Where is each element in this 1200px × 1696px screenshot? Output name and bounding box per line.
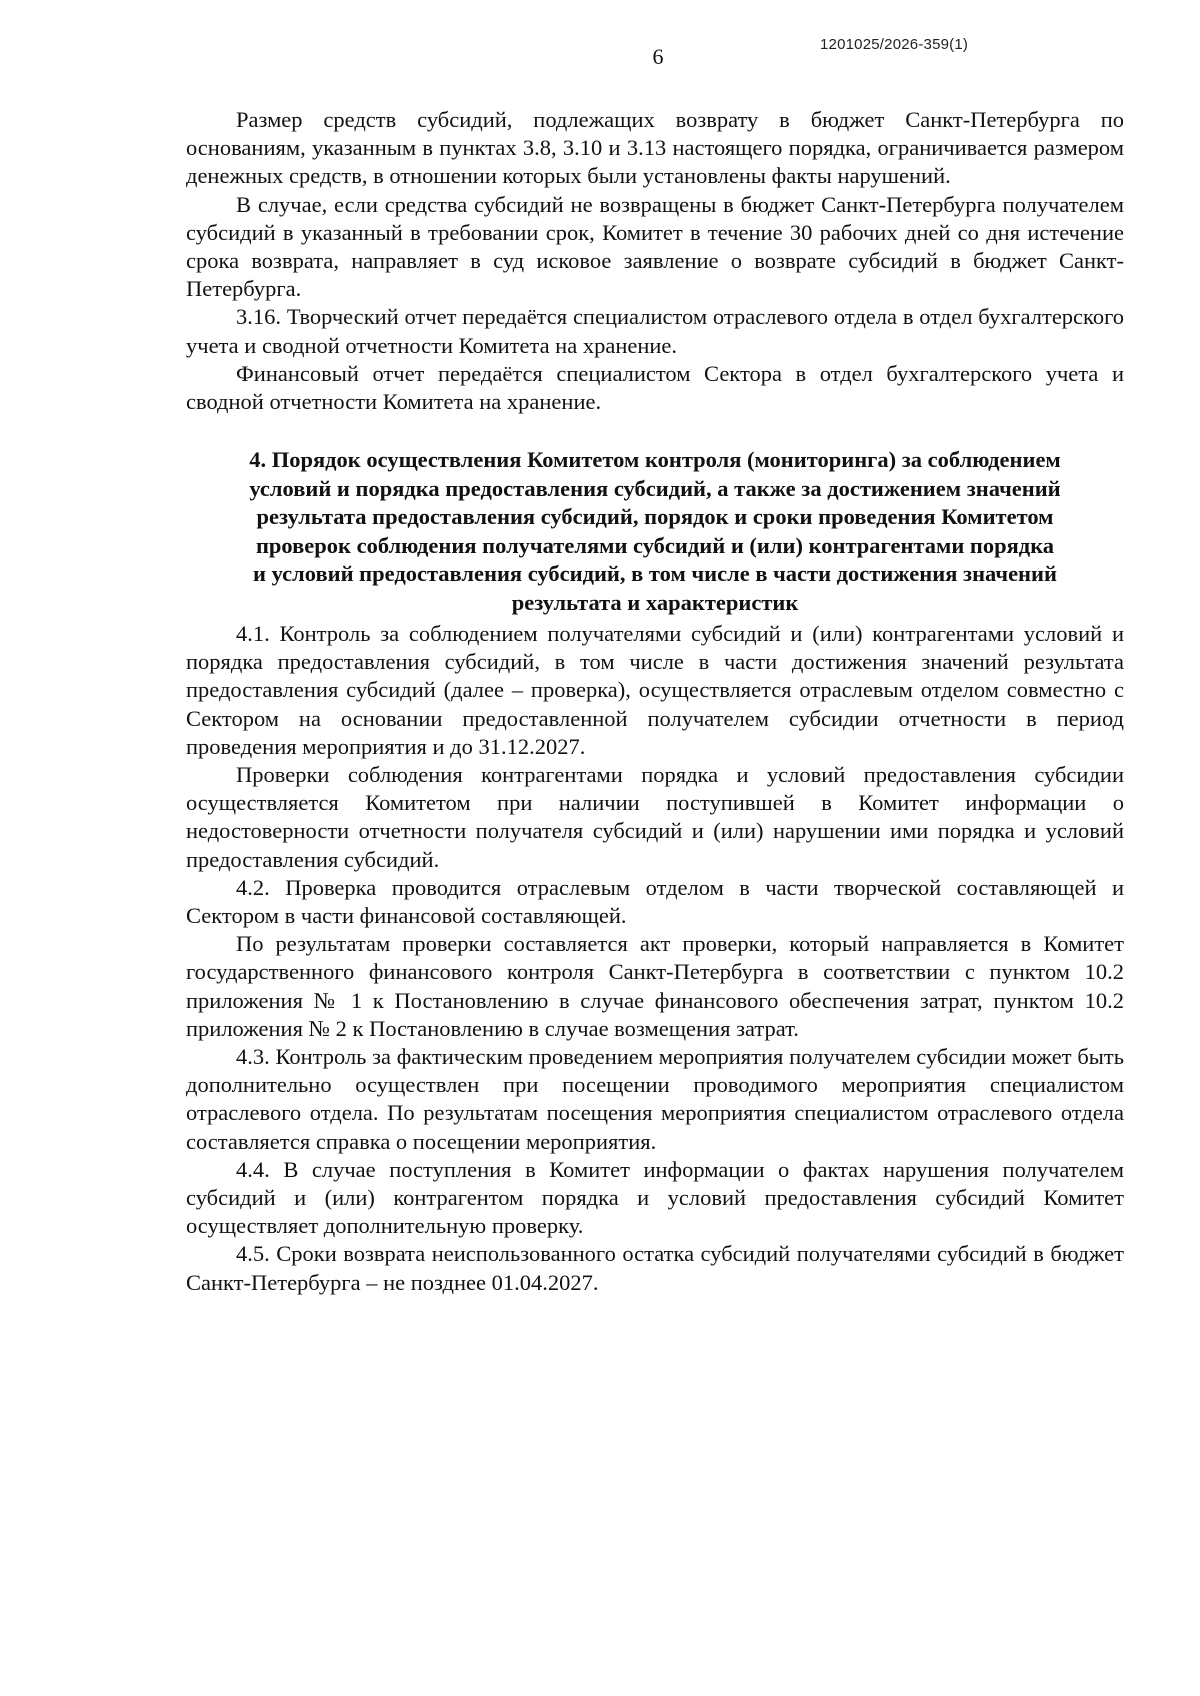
heading-line: условий и порядка предоставления субсидий, а также за достижением значений	[249, 475, 1061, 501]
document-registration-number: 1201025/2026-359(1)	[820, 36, 969, 53]
paragraph: Размер средств субсидий, подлежащих возврату в бюджет Санкт-Петербурга по основаниям, указанным в пунктах 3.8, 3.10 и 3.13 настоящего порядка, ограничивается размером денежных средств, в отношении которых были установлены факты нарушений.	[186, 107, 1124, 189]
paragraph-4-5: 4.5. Сроки возврата неиспользованного остатка субсидий получателями субсидий в бюджет Санкт-Петербурга – не позднее 01.04.2027.	[186, 1241, 1124, 1295]
heading-line: результата предоставления субсидий, порядок и сроки проведения Комитетом	[256, 504, 1054, 529]
heading-line: и условий предоставления субсидий, в том числе в части достижения значений	[253, 561, 1057, 586]
paragraph: По результатам проверки составляется акт проверки, который направляется в Комитет государственного финансового контроля Санкт-Петербурга в соответствии с пунктом 10.2 приложения № 1 к Постановлению в случае финансового обеспечения затрат, пунктом 10.2 приложения № 2 к Постановлению в случае возмещения затрат.	[186, 931, 1124, 1041]
paragraph-4-2: 4.2. Проверка проводится отраслевым отделом в части творческой составляющей и Сектором в части финансовой составляющей.	[186, 874, 1124, 929]
paragraph-4-3: 4.3. Контроль за фактическим проведением мероприятия получателем субсидии может быть дополнительно осуществлен при посещении проводимого мероприятия специалистом отраслевого отдела. По результатам посещения мероприятия специалистом отраслевого отдела составляется справка о посещении мероприятия.	[186, 1044, 1124, 1154]
heading-line: 4. Порядок осуществления Комитетом контроля (мониторинга) за соблюдением	[249, 447, 1061, 472]
paragraph-4-4: 4.4. В случае поступления в Комитет информации о фактах нарушения получателем субсидий и (или) контрагентом порядка и условий предоставления субсидий Комитет осуществляет дополнительную проверку.	[186, 1156, 1124, 1239]
body-text-section-4	[186, 620, 1124, 1297]
paragraph: В случае, если средства субсидий не возвращены в бюджет Санкт-Петербурга получателем субсидий в указанный в требовании срок, Комитет в течение 30 рабочих дней со дня истечение срока возврата, направляет в суд исковое заявление о возврате субсидий в бюджет Санкт-Петербурга.	[186, 191, 1124, 302]
paragraph: Проверки соблюдения контрагентами порядка и условий предоставления субсидии осуществляется Комитетом при наличии поступившей в Комитет информации о недостоверности отчетности получателя субсидий и (или) нарушении ими порядка и условий предоставления субсидий.	[186, 762, 1124, 872]
section-4-heading	[186, 446, 1124, 617]
body-text-before-section	[186, 106, 1124, 416]
paragraph-4-1: 4.1. Контроль за соблюдением получателями субсидий и (или) контрагентами условий и порядка предоставления субсидий, в том числе в части достижения значений результата предоставления субсидий (далее – проверка), осуществляется отраслевым отделом совместно с Сектором на основании предоставленной получателем субсидии отчетности в период проведения мероприятия и до 31.12.2027.	[186, 621, 1124, 759]
paragraph: Финансовый отчет передаётся специалистом Сектора в отдел бухгалтерского учета и сводной отчетности Комитета на хранение.	[186, 360, 1124, 415]
heading-line: результата и характеристик	[511, 589, 799, 615]
page-number: 6	[652, 44, 664, 69]
heading-line: проверок соблюдения получателями субсидий и (или) контрагентами порядка	[255, 532, 1055, 558]
paragraph: 3.16. Творческий отчет передаётся специалистом отраслевого отдела в отдел бухгалтерского учета и сводной отчетности Комитета на хранение.	[186, 304, 1124, 358]
